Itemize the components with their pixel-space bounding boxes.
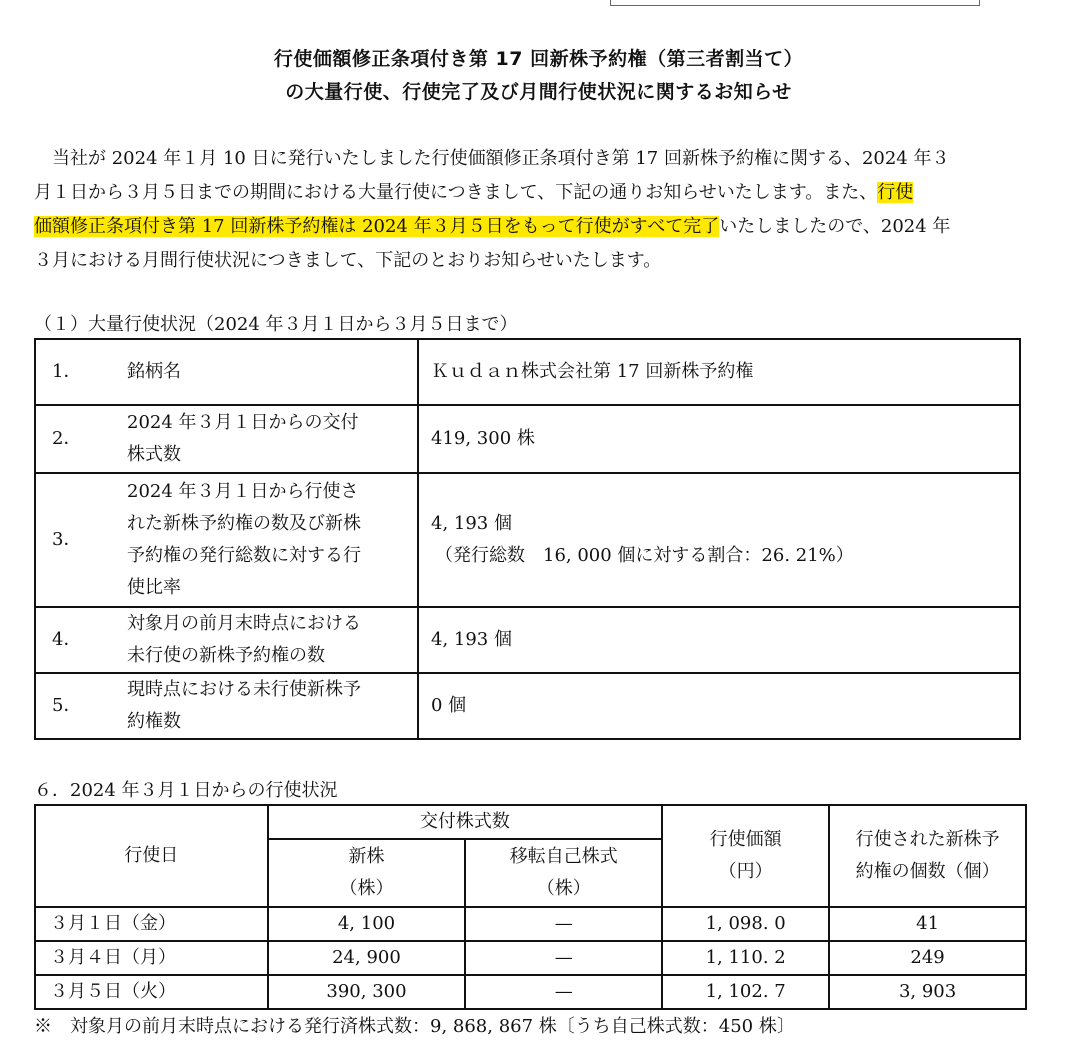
row-value: 0 個 bbox=[418, 673, 1020, 739]
top-bracket-rule bbox=[610, 0, 980, 6]
row-label: 2024 年３月１日からの交付 株式数 bbox=[107, 405, 418, 473]
document-title-line-1: 行使価額修正条項付き第 17 回新株予約権（第三者割当て） bbox=[273, 48, 804, 70]
intro-paragraph bbox=[34, 142, 1030, 278]
row-value: 4, 193 個 （発行総数 16, 000 個に対する割合：26. 21%） bbox=[418, 473, 1020, 607]
table-row bbox=[35, 907, 1026, 941]
row-label: 対象月の前月末時点における 未行使の新株予約権の数 bbox=[107, 607, 418, 673]
section-2-heading: ６．2024 年３月１日からの行使状況 bbox=[34, 780, 338, 801]
row-number: 5． bbox=[35, 673, 107, 739]
intro-line-2-text: 月１日から３月５日までの期間における大量行使につきまして、下記の通りお知らせいたします。また、 bbox=[34, 182, 878, 203]
table-row bbox=[35, 473, 1020, 607]
header-price: 行使価額 （円） bbox=[662, 805, 829, 907]
row-number: 2． bbox=[35, 405, 107, 473]
row-number: 1． bbox=[35, 339, 107, 405]
bulk-exercise-table bbox=[34, 338, 1021, 740]
highlighted-text: 行使 bbox=[877, 182, 914, 203]
intro-line-4: ３月における月間行使状況につきまして、下記のとおりお知らせいたします。 bbox=[34, 250, 662, 271]
header-new-shares: 新株 （株） bbox=[268, 839, 466, 907]
intro-line-1: 当社が 2024 年１月 10 日に発行いたしました行使価額修正条項付き第 17 回新株予約権に関する、2024 年３ bbox=[34, 148, 950, 169]
cell-date: ３月４日（月） bbox=[35, 941, 268, 975]
header-shares-group: 交付株式数 bbox=[268, 805, 663, 839]
cell-new-shares: 390, 300 bbox=[268, 975, 466, 1009]
cell-price: 1, 098. 0 bbox=[662, 907, 829, 941]
cell-exercised: 41 bbox=[829, 907, 1026, 941]
header-date: 行使日 bbox=[35, 805, 268, 907]
table-header-row bbox=[35, 805, 1026, 839]
cell-exercised: 3, 903 bbox=[829, 975, 1026, 1009]
table-row bbox=[35, 975, 1026, 1009]
cell-treasury: — bbox=[465, 941, 662, 975]
intro-line-2 bbox=[34, 176, 1030, 210]
cell-new-shares: 4, 100 bbox=[268, 907, 466, 941]
table-row bbox=[35, 607, 1020, 673]
table-row bbox=[35, 405, 1020, 473]
intro-line-3-text: いたしましたので、2024 年 bbox=[719, 216, 951, 237]
row-label: 現時点における未行使新株予 約権数 bbox=[107, 673, 418, 739]
row-value: 4, 193 個 bbox=[418, 607, 1020, 673]
intro-line-3 bbox=[34, 210, 1030, 244]
cell-treasury: — bbox=[465, 907, 662, 941]
row-label: 銘柄名 bbox=[107, 339, 418, 405]
section-1-heading: （１）大量行使状況（2024 年３月１日から３月５日まで） bbox=[34, 314, 518, 335]
cell-price: 1, 102. 7 bbox=[662, 975, 829, 1009]
footnote: ※ 対象月の前月末時点における発行済株式数：9, 868, 867 株〔うち自己株式数：450 株〕 bbox=[34, 1016, 795, 1037]
row-value: 419, 300 株 bbox=[418, 405, 1020, 473]
header-treasury-shares: 移転自己株式 （株） bbox=[465, 839, 662, 907]
row-number: 3． bbox=[35, 473, 107, 607]
header-exercised: 行使された新株予 約権の個数（個） bbox=[829, 805, 1026, 907]
cell-exercised: 249 bbox=[829, 941, 1026, 975]
row-value: Ｋｕｄａｎ株式会社第 17 回新株予約権 bbox=[418, 339, 1020, 405]
highlighted-text: 価額修正条項付き第 17 回新株予約権は 2024 年３月５日をもって行使がすべて完了 bbox=[34, 216, 720, 237]
table-row bbox=[35, 673, 1020, 739]
exercise-status-table bbox=[34, 804, 1027, 1010]
row-label: 2024 年３月１日から行使さ れた新株予約権の数及び新株 予約権の発行総数に対する行 使比率 bbox=[107, 473, 418, 607]
cell-date: ３月１日（金） bbox=[35, 907, 268, 941]
cell-treasury: — bbox=[465, 975, 662, 1009]
document-title-line-2: の大量行使、行使完了及び月間行使状況に関するお知らせ bbox=[285, 81, 792, 103]
cell-date: ３月５日（火） bbox=[35, 975, 268, 1009]
row-number: 4． bbox=[35, 607, 107, 673]
cell-price: 1, 110. 2 bbox=[662, 941, 829, 975]
table-row bbox=[35, 339, 1020, 405]
table-row bbox=[35, 941, 1026, 975]
cell-new-shares: 24, 900 bbox=[268, 941, 466, 975]
